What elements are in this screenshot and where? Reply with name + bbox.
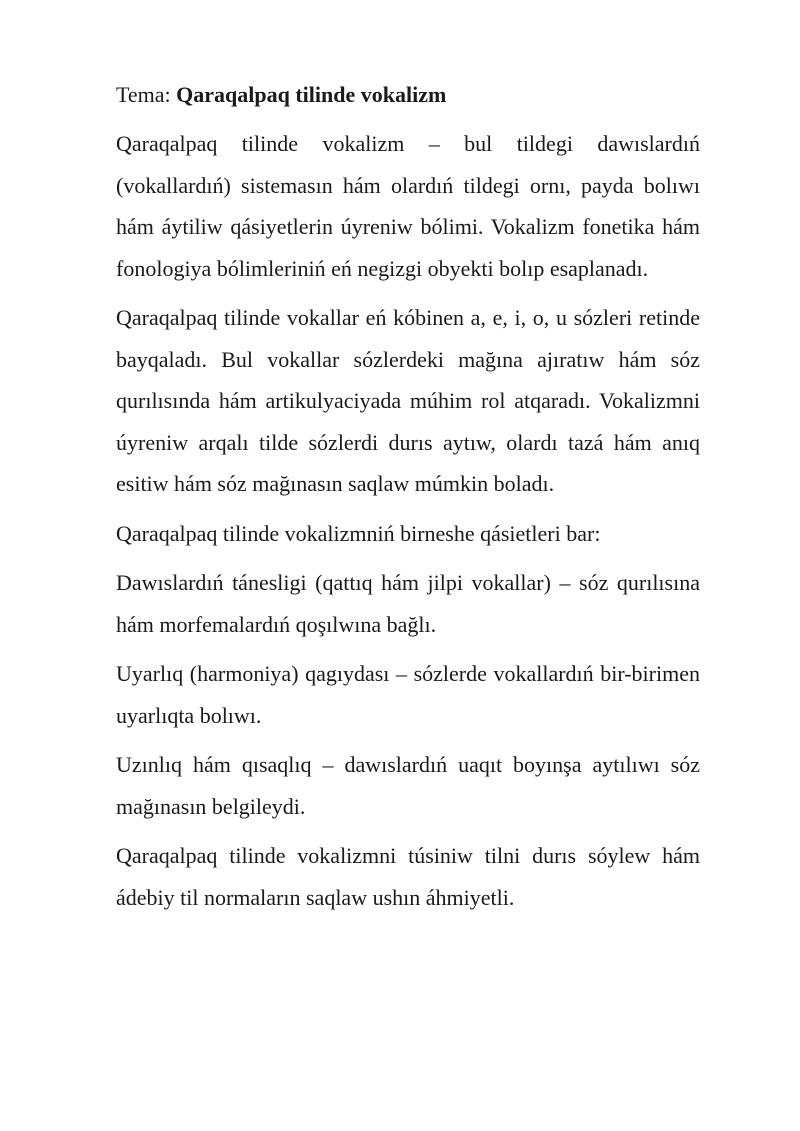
title-prefix: Tema:: [116, 82, 177, 107]
paragraph-properties-lead: Qaraqalpaq tilinde vokalizmniń birneshe qásietleri bar:: [116, 520, 601, 546]
paragraph-vowels: Qaraqalpaq tilinde vokallar eń kóbinen a, e, i, o, u sózleri retinde bayqaladı. Bul vokallar sózlerdeki mağına ajıratıw hám sóz qurılısında hám artikulyaciyada múhim rol atqaradı. Vokalizmni úyreniw arqalı tilde sózlerdi durıs aytıw, olardı tazá hám anıq esitiw hám sóz mağınasın saqlaw múmkin boladı.: [116, 305, 700, 496]
paragraph-conclusion: Qaraqalpaq tilinde vokalizmni túsiniw tilni durıs sóylew hám ádebiy til normaların saqlaw ushın áhmiyetli.: [116, 843, 700, 910]
paragraph-property-harmony: Uyarlıq (harmoniya) qagıydası – sózlerde vokallardıń bir-birimen uyarlıqta bolıwı.: [116, 661, 700, 728]
paragraph-property-hardness: Dawıslardıń tánesligi (qattıq hám jilpi vokallar) – sóz qurılısına hám morfemalardıń qoşılwına bağlı.: [116, 570, 700, 637]
paragraph-property-length: Uzınlıq hám qısaqlıq – dawıslardıń uaqıt boyınşa aytılıwı sóz mağınasın belgileydi.: [116, 752, 700, 819]
title-text: Qaraqalpaq tilinde vokalizm: [176, 82, 447, 107]
paragraph-intro: Qaraqalpaq tilinde vokalizm – bul tildegi dawıslardıń (vokallardıń) sistemasın hám olardıń tildegi ornı, payda bolıwı hám áytiliw qásiyetlerin úyreniw bólimi. Vokalizm fonetika hám fonologiya bólimleriniń eń negizgi obyekti bolıp esaplanadı.: [116, 131, 700, 281]
document-title: [116, 75, 700, 115]
